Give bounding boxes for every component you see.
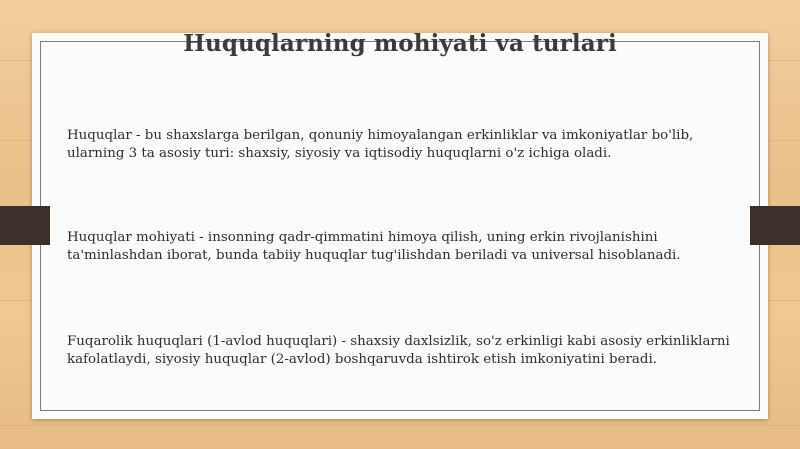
paragraph-rights-definition: Huquqlar - bu shaxslarga berilgan, qonuniy himoyalangan erkinliklar va imkoniyatlar bo'lib, ularning 3 ta asosiy turi: shaxsiy, siyosiy va iqtisodiy huquqlarni o'z ichiga oladi. [67, 128, 694, 161]
slide-title: Huquqlarning mohiyati va turlari [183, 30, 617, 57]
right-side-tab [750, 206, 800, 245]
paragraph-civil-rights: Fuqarolik huquqlari (1-avlod huquqlari) - shaxsiy daxlsizlik, so'z erkinligi kabi asosiy erkinliklarni kafolatlaydi, siyosiy huquqlar (2-avlod) boshqaruvda ishtirok etish imkoniyatini beradi. [67, 334, 730, 367]
wood-grain-line [0, 425, 800, 426]
paragraph-rights-essence: Huquqlar mohiyati - insonning qadr-qimmatini himoya qilish, uning erkin rivojlanishini ta'minlashdan iborat, bunda tabiiy huquqlar tug'ilishdan beriladi va universal hisoblanadi. [67, 230, 681, 263]
left-side-tab [0, 206, 50, 245]
